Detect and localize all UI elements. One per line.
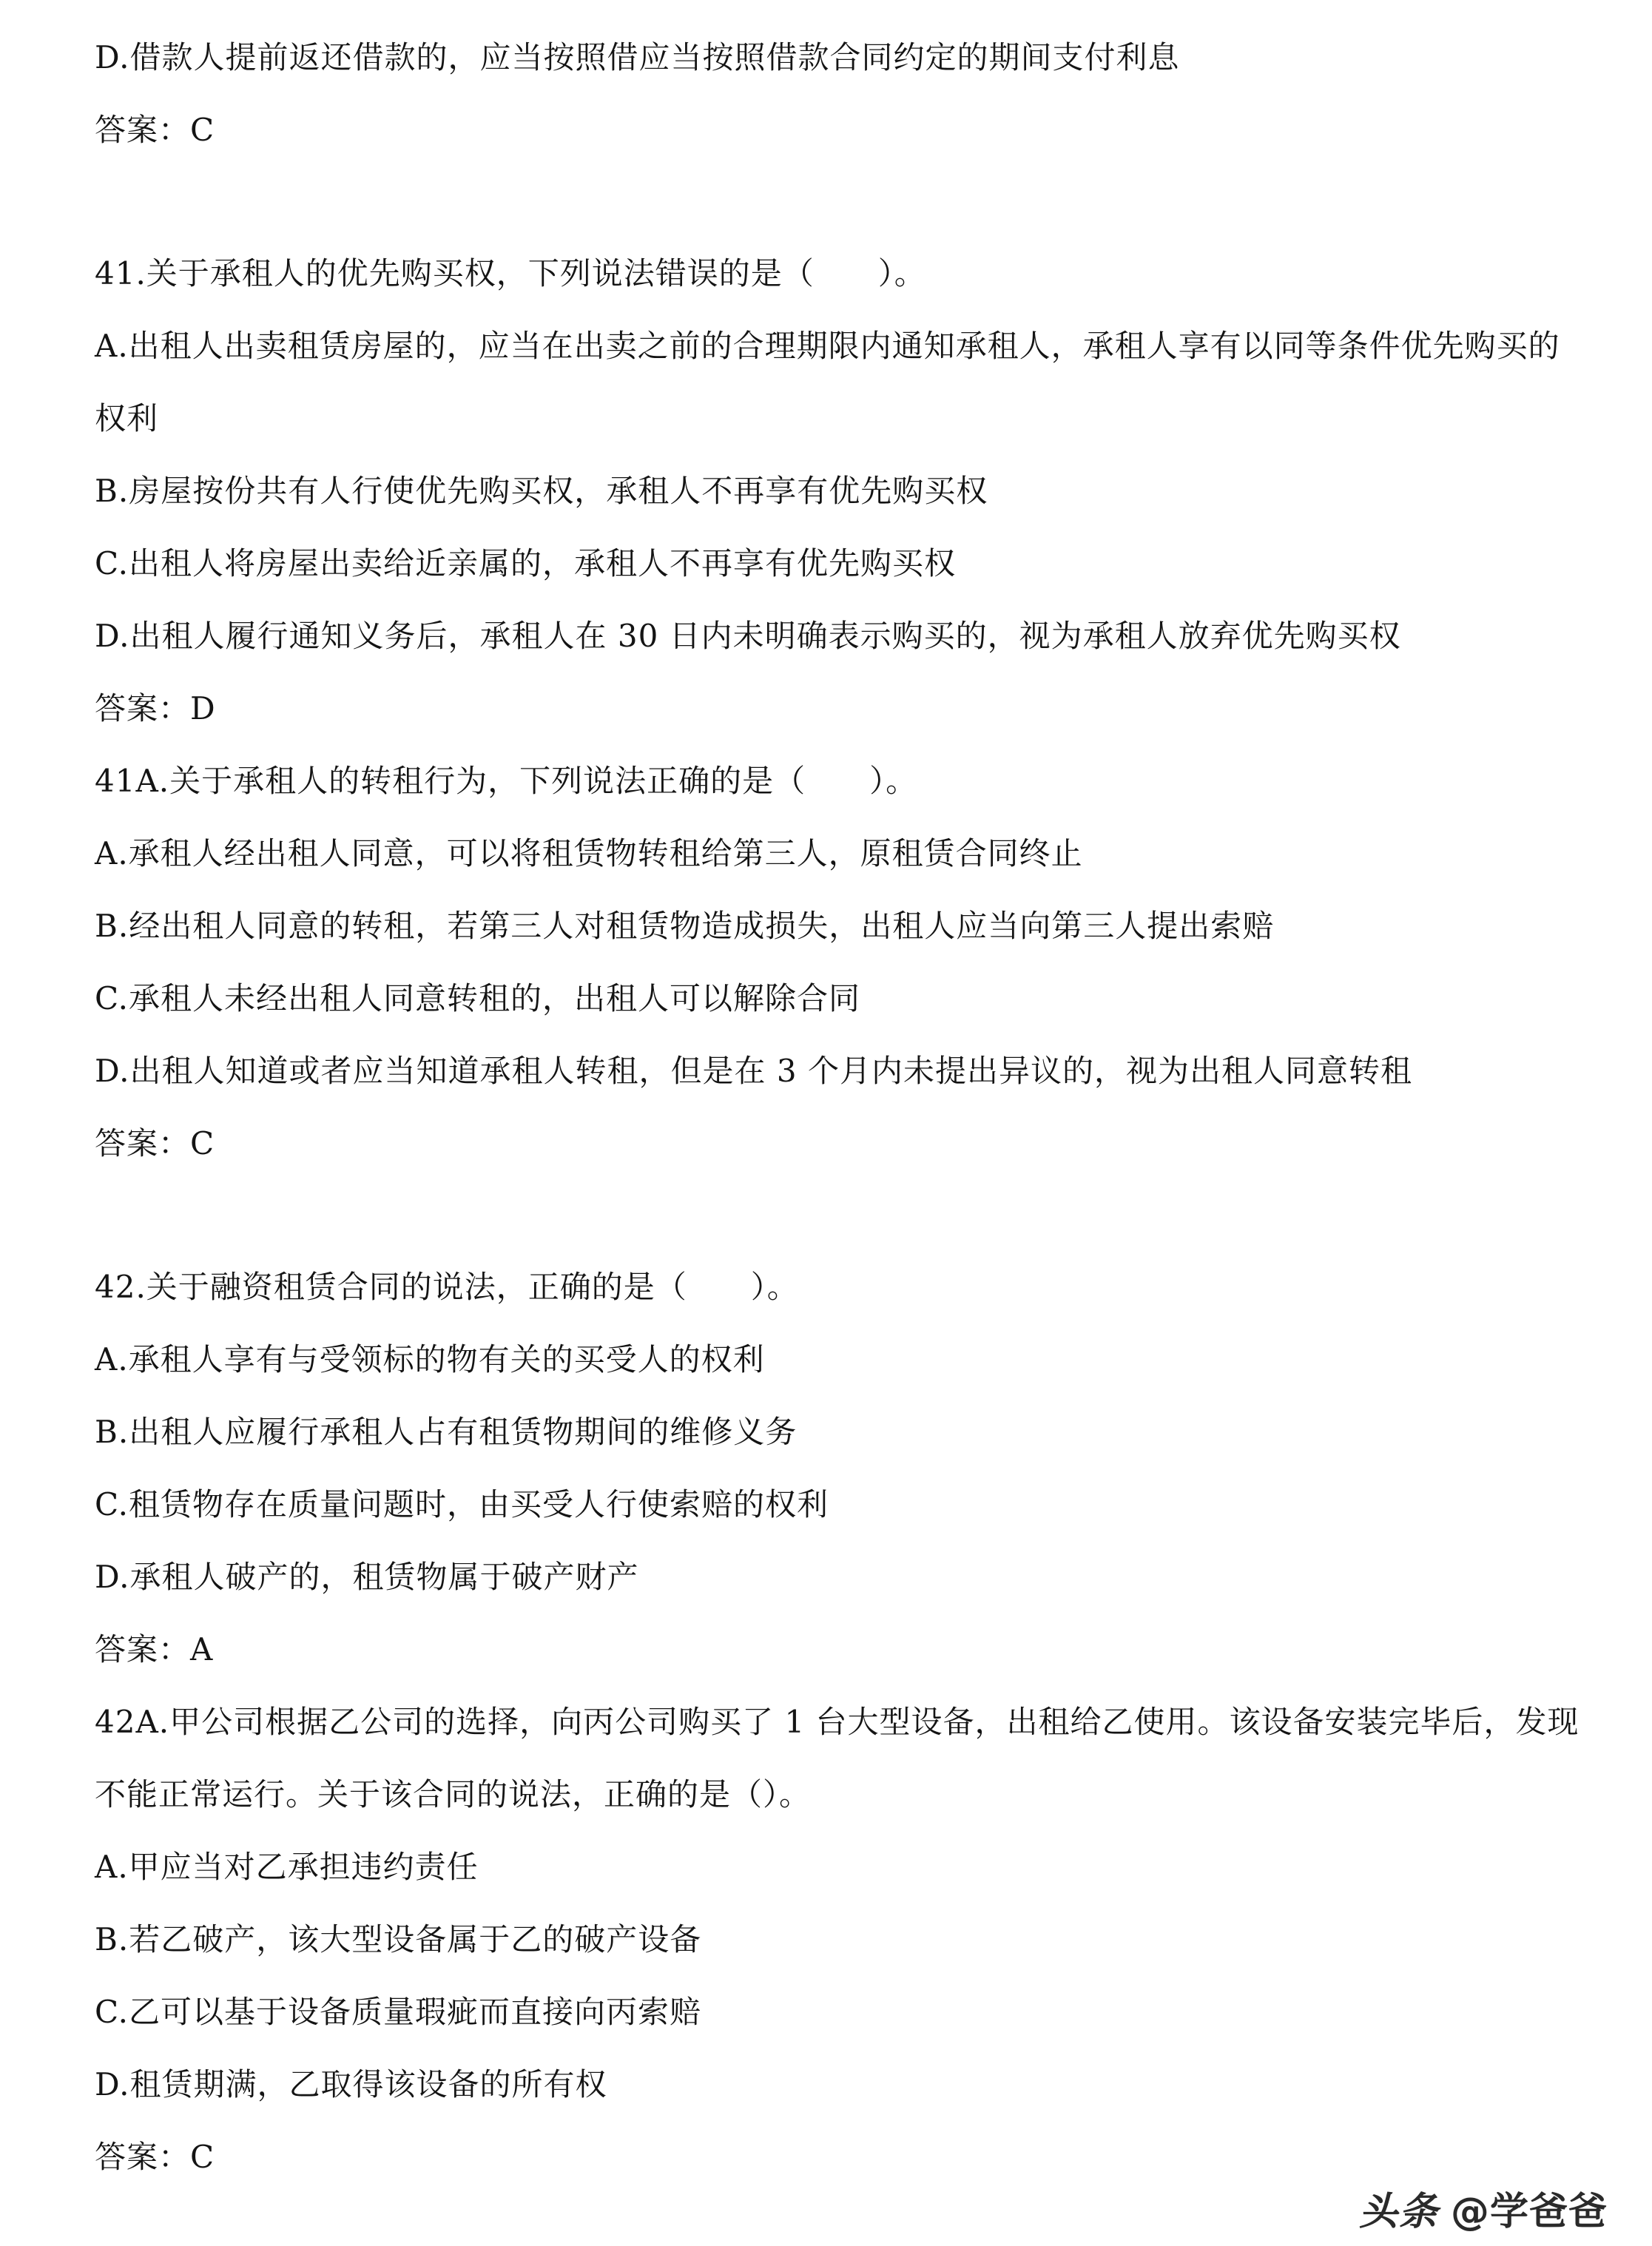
option-line: A.出租人出卖租赁房屋的，应当在出卖之前的合理期限内通知承租人，承租人享有以同等条件优先购买的 [95,328,1560,364]
answer-line: 答案：D [95,690,216,726]
question-title: 42A.甲公司根据乙公司的选择，向丙公司购买了 1 台大型设备，出租给乙使用。该设备安装完毕后，发现 [95,1704,1579,1740]
option-line: C.出租人将房屋出卖给近亲属的，承租人不再享有优先购买权 [95,545,956,581]
watermark [1359,2190,1608,2234]
answer-line: 答案：C [95,1125,215,1161]
answer-line: 答案：C [95,2139,215,2175]
option-line: C.乙可以基于设备质量瑕疵而直接向丙索赔 [95,1994,701,2030]
option-line: B.经出租人同意的转租，若第三人对租赁物造成损失，出租人应当向第三人提出索赔 [95,908,1275,944]
option-line: D.租赁期满，乙取得该设备的所有权 [95,2066,607,2102]
option-line: D.出租人知道或者应当知道承租人转租，但是在 3 个月内未提出异议的，视为出租人同意转租 [95,1053,1412,1089]
option-line: B.出租人应履行承租人占有租赁物期间的维修义务 [95,1414,798,1450]
option-line: A.承租人经出租人同意，可以将租赁物转租给第三人，原租赁合同终止 [95,835,1083,871]
question-title: 42.关于融资租赁合同的说法，正确的是（ ）。 [95,1269,799,1305]
option-line: D.出租人履行通知义务后，承租人在 30 日内未明确表示购买的，视为承租人放弃优先购买权 [95,618,1401,654]
question-title-continuation: 不能正常运行。关于该合同的说法，正确的是（）。 [95,1776,812,1812]
answer-line: 答案：A [95,1631,214,1667]
question-title: 41A.关于承租人的转租行为，下列说法正确的是（ ）。 [95,763,918,799]
answer-line: 答案：C [95,112,215,148]
watermark-brand: 头条 [1358,2190,1439,2234]
option-line: C.租赁物存在质量问题时，由买受人行使索赔的权利 [95,1486,829,1522]
option-line: C.承租人未经出租人同意转租的，出租人可以解除合同 [95,980,860,1016]
text-line: D.借款人提前返还借款的，应当按照借应当按照借款合同约定的期间支付利息 [95,39,1180,75]
watermark-handle: @学爸爸 [1450,2190,1608,2234]
question-title: 41.关于承租人的优先购买权，下列说法错误的是（ ）。 [95,255,926,291]
option-line: B.房屋按份共有人行使优先购买权，承租人不再享有优先购买权 [95,473,988,509]
option-line-continuation: 权利 [95,400,159,436]
option-line: D.承租人破产的，租赁物属于破产财产 [95,1559,639,1595]
option-line: B.若乙破产，该大型设备属于乙的破产设备 [95,1921,702,1957]
option-line: A.甲应当对乙承担违约责任 [95,1849,479,1885]
option-line: A.承租人享有与受领标的物有关的买受人的权利 [95,1341,765,1377]
